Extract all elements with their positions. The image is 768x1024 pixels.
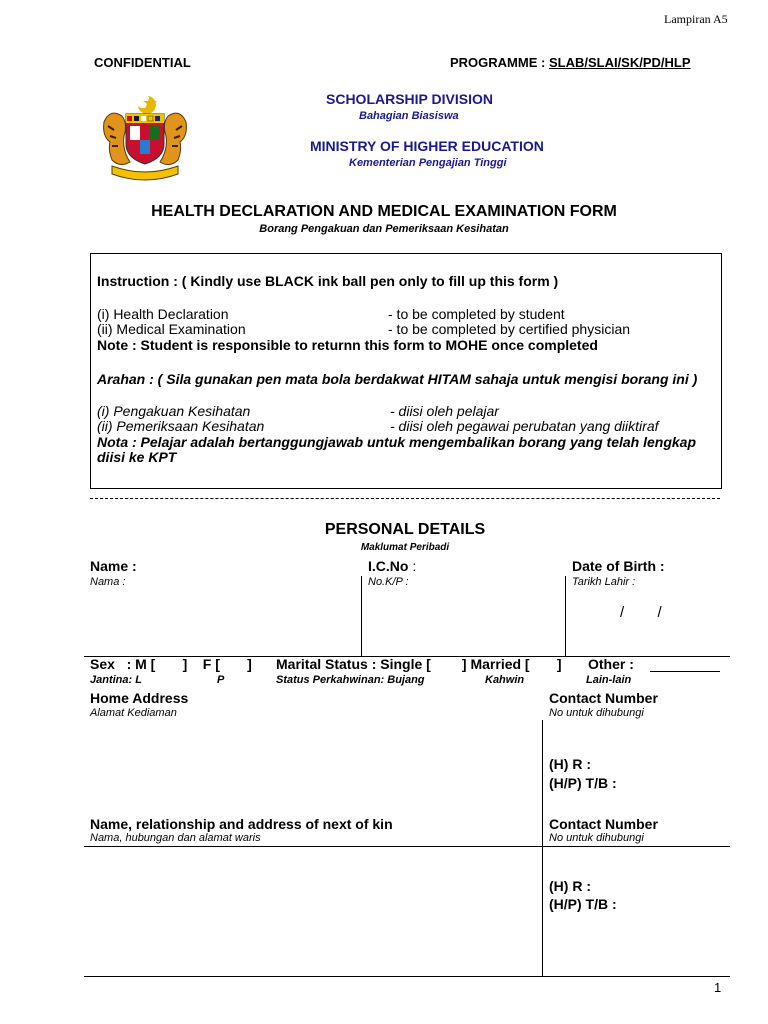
personal-heading: PERSONAL DETAILS [324, 521, 486, 538]
marital-status-field[interactable]: Marital Status : Single [ ] Married [ ] [276, 656, 562, 672]
instruction-line: Instruction : ( Kindly use BLACK ink ball pen only to fill up this form ) [97, 273, 559, 289]
instruction-note-ms-1: Nota : Pelajar adalah bertanggungjawab untuk mengembalikan borang yang telah lengkap [97, 434, 697, 450]
page-number: 1 [714, 980, 722, 995]
row-divider-3 [84, 976, 730, 977]
other-label-ms: Lain-lain [586, 674, 632, 686]
contact-number-label-ms: No untuk dihubungi [549, 707, 644, 719]
dob-label: Date of Birth : [572, 558, 665, 574]
form-title: HEALTH DECLARATION AND MEDICAL EXAMINATION FORM [151, 203, 617, 220]
name-label: Name : [90, 558, 137, 574]
dob-divider [565, 576, 566, 656]
personal-heading-ms: Maklumat Peribadi [360, 542, 450, 553]
ic-label [368, 558, 416, 574]
instruction-item-2-role-ms: - diisi oleh pegawai perubatan yang diiktiraf [390, 418, 659, 434]
kin-mobile-phone-label: (H/P) T/B : [549, 896, 617, 912]
coat-of-arms-logo [98, 92, 192, 182]
address-divider [542, 720, 543, 847]
name-label-ms: Nama : [90, 576, 126, 588]
ic-colon: : [408, 558, 417, 574]
instruction-item-1-role: - to be completed by student [388, 306, 565, 322]
contact-number-label: Contact Number [549, 690, 658, 706]
marital-label-ms: Status Perkahwinan: Bujang [276, 674, 425, 686]
instruction-note-ms-2: diisi ke KPT [97, 449, 177, 465]
home-address-label-ms: Alamat Kediaman [90, 707, 177, 719]
ministry-title-ms: Kementerian Pengajian Tinggi [349, 157, 507, 169]
instruction-note: Note : Student is responsible to returnn this form to MOHE once completed [97, 337, 598, 353]
sex-label-ms: Jantina: L [90, 674, 142, 686]
dashed-divider [90, 498, 720, 499]
annex-label: Lampiran A5 [664, 12, 728, 26]
sex-field[interactable]: Sex : M [ ] F [ ] [90, 656, 252, 672]
instruction-item-1: (i) Health Declaration [97, 306, 229, 322]
instruction-item-2: (ii) Medical Examination [97, 321, 246, 337]
mobile-phone-label: (H/P) T/B : [549, 775, 617, 791]
home-address-label: Home Address [90, 690, 189, 706]
instruction-item-2-role: - to be completed by certified physician [388, 321, 631, 337]
programme-line [450, 55, 691, 70]
kin-contact-number-label: Contact Number [549, 816, 658, 832]
other-label: Other : [588, 656, 634, 672]
home-phone-label: (H) R : [549, 756, 591, 772]
ic-divider [361, 576, 362, 656]
kin-divider [542, 846, 543, 977]
coat-of-arms-icon [98, 92, 192, 182]
other-input-line[interactable] [650, 671, 720, 672]
instruction-item-1-ms: (i) Pengakuan Kesihatan [97, 403, 251, 419]
ic-label-text: I.C.No [368, 558, 409, 574]
kin-home-phone-label: (H) R : [549, 878, 591, 894]
instruction-item-2-ms: (ii) Pemeriksaan Kesihatan [97, 418, 265, 434]
kin-contact-number-label-ms: No untuk dihubungi [549, 832, 644, 844]
marital-married-ms: Kahwin [485, 674, 525, 686]
ministry-title: MINISTRY OF HIGHER EDUCATION [310, 138, 544, 154]
next-of-kin-label: Name, relationship and address of next of kin [90, 816, 393, 832]
confidential-label: CONFIDENTIAL [94, 55, 191, 70]
programme-label: PROGRAMME : [450, 55, 549, 70]
programme-value: SLAB/SLAI/SK/PD/HLP [548, 55, 691, 70]
form-title-ms: Borang Pengakuan dan Pemeriksaan Kesihatan [259, 223, 509, 235]
sex-female-ms: P [217, 674, 225, 686]
dob-separators: / / [620, 604, 662, 621]
next-of-kin-label-ms: Nama, hubungan dan alamat waris [90, 832, 261, 844]
row-divider-2 [84, 846, 730, 847]
ic-label-ms: No.K/P : [368, 576, 409, 588]
instruction-line-ms: Arahan : ( Sila gunakan pen mata bola berdakwat HITAM sahaja untuk mengisi borang ini ) [97, 371, 698, 387]
division-title-ms: Bahagian Biasiswa [359, 110, 459, 122]
instruction-item-1-role-ms: - diisi oleh pelajar [390, 403, 499, 419]
dob-label-ms: Tarikh Lahir : [572, 576, 636, 588]
division-title: SCHOLARSHIP DIVISION [326, 91, 493, 107]
